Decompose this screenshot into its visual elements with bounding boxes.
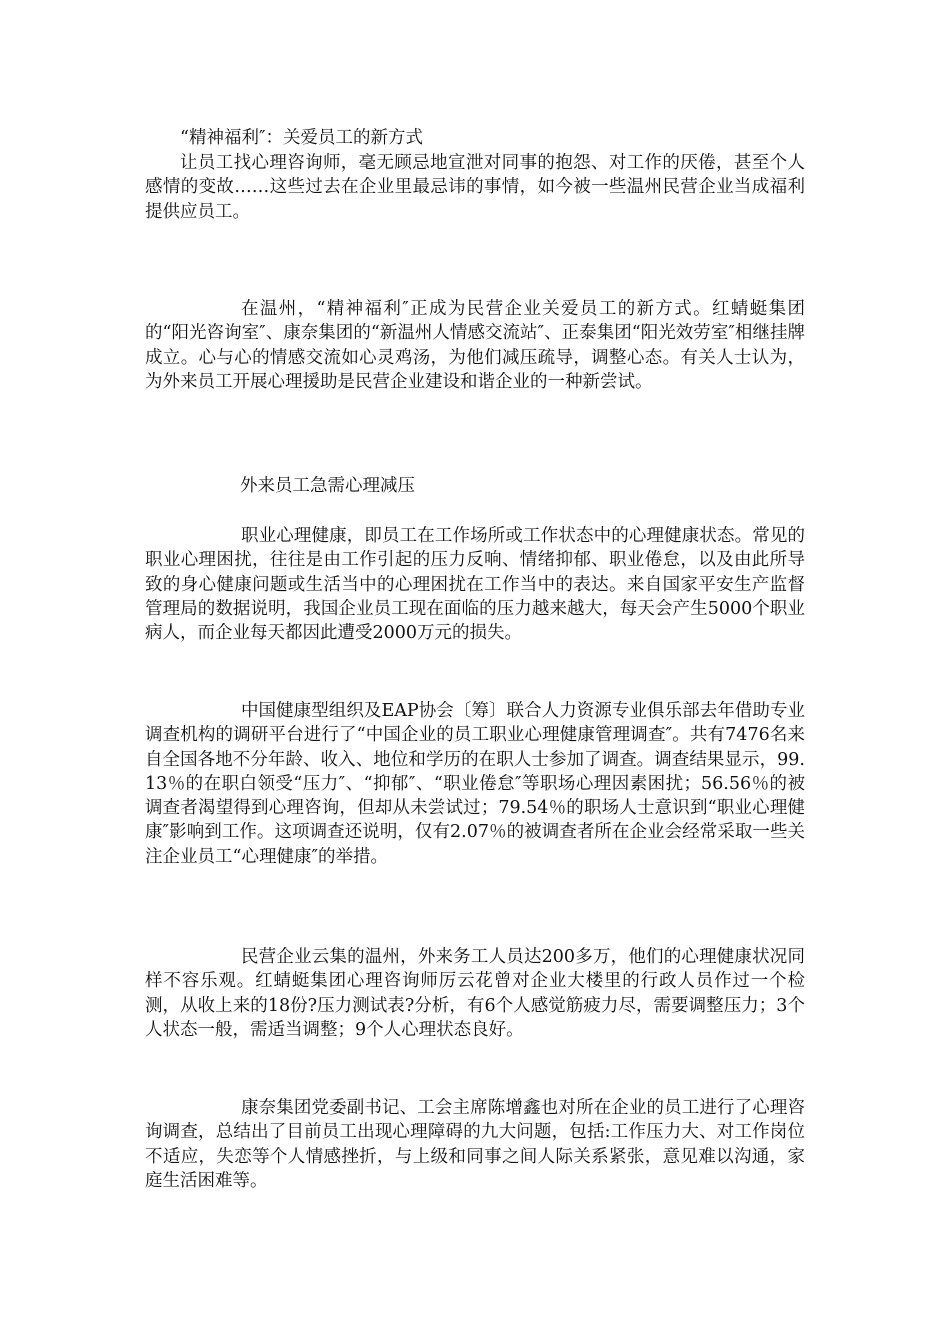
intro-paragraph: 让员工找心理咨询师，毫无顾忌地宣泄对同事的抱怨、对工作的厌倦，甚至个人感情的变故……这些过去在企业里最忌讳的事情，如今被一些温州民营企业当成福利提供应员工。	[145, 153, 805, 222]
section-heading: 外来员工急需心理减压	[240, 476, 415, 496]
paragraph-1: 在温州，“精神福利″正成为民营企业关爱员工的新方式。红蜻蜓集团的“阳光咨询室″、康奈集团的“新温州人情感交流站″、正泰集团“阳光效劳室″相继挂牌成立。心与心的情感交流如心灵鸡汤，为他们减压疏导，调整心态。有关人士认为，为外来员工开展心理援助是民营企业建设和谐企业的一种新尝试。	[145, 299, 805, 392]
article-title: “精神福利″：关爱员工的新方式	[180, 128, 423, 148]
section-paragraph-1: 职业心理健康，即员工在工作场所或工作状态中的心理健康状态。常见的职业心理困扰，往往是由工作引起的压力反响、情绪抑郁、职业倦怠，以及由此所导致的身心健康问题或生活当中的心理困扰在工作当中的表达。来自国家平安生产监督管理局的数据说明，我国企业员工现在面临的压力越来越大，每天会产生5000个职业病人，而企业每天都因此遭受2000万元的损失。	[145, 526, 805, 644]
section-paragraph-4: 康奈集团党委副书记、工会主席陈增鑫也对所在企业的员工进行了心理咨询调查，总结出了目前员工出现心理障碍的九大问题，包括:工作压力大、对工作岗位不适应，失恋等个人情感挫折，与上级和同事之间人际关系紧张，意见难以沟通，家庭生活困难等。	[145, 1098, 805, 1191]
section-paragraph-2: 中国健康型组织及EAP协会〔筹〕联合人力资源专业俱乐部去年借助专业调查机构的调研平台进行了“中国企业的员工职业心理健康管理调查″。共有7476名来自全国各地不分年龄、收入、地位和学历的在职人士参加了调查。调查结果显示，99.13％的在职白领受“压力″、“抑郁″、“职业倦怠″等职场心理因素困扰；56.56％的被调查者渴望得到心理咨询，但却从未尝试过；79.54％的职场人士意识到“职业心理健康″影响到工作。这项调查还说明，仅有2.07％的被调查者所在企业会经常采取一些关注企业员工“心理健康″的举措。	[145, 701, 805, 867]
section-paragraph-3: 民营企业云集的温州，外来务工人员达200多万，他们的心理健康状况同样不容乐观。红蜻蜓集团心理咨询师厉云花曾对企业大楼里的行政人员作过一个检测，从收上来的18份?压力测试表?分析，有6个人感觉筋疲力尽，需要调整压力；3个人状态一般，需适当调整；9个人心理状态良好。	[145, 947, 805, 1040]
